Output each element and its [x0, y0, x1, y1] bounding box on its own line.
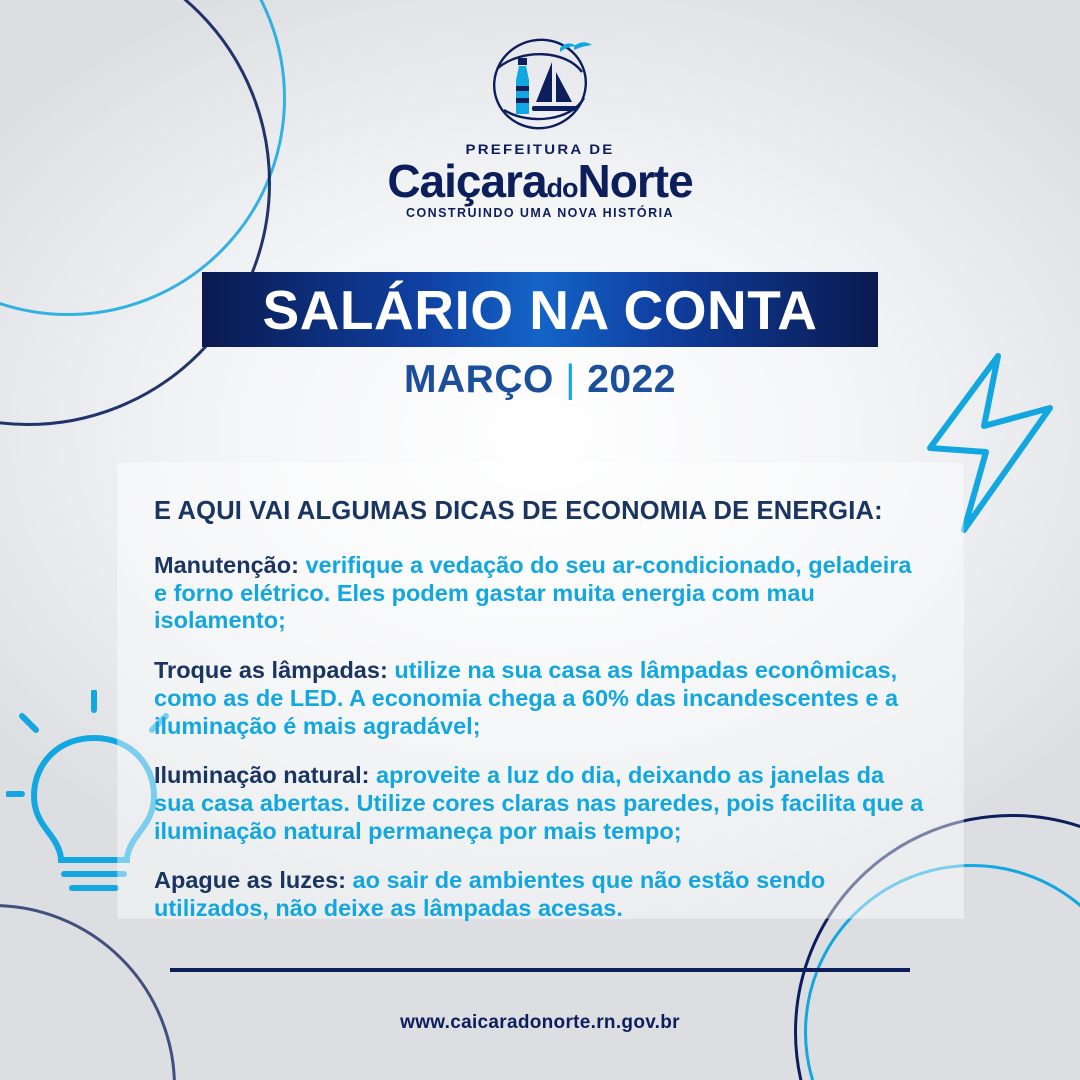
tip-label: Manutenção: [154, 552, 299, 578]
subtitle-year: 2022 [587, 358, 676, 401]
logo-city-small: do [546, 173, 578, 203]
tips-card [118, 463, 963, 922]
tip-text: aproveite a luz do dia, deixando as janelas da sua casa abertas. Utilize cores claras nas paredes, pois facilita que a iluminação natural permaneça por mais tempo; [154, 762, 924, 844]
tip-label: Troque as lâmpadas: [154, 657, 388, 684]
logo-city-end: Norte [577, 155, 693, 207]
footer-divider [170, 968, 910, 972]
tip-label: Iluminação natural: [154, 762, 370, 789]
page-title: SALÁRIO NA CONTA [262, 278, 818, 341]
tip-item [154, 867, 929, 922]
logo-prefecture-label: PREFEITURA DE [465, 141, 615, 158]
tip-item [154, 657, 929, 740]
tip-text: utilize na sua casa as lâmpadas econômicas, como as de LED. A economia chega a 60% das incandescentes e a iluminação é mais agradável; [154, 657, 899, 739]
logo-city-main: Caiçara [387, 155, 547, 207]
tip-text: ao sair de ambientes que não estão sendo utilizados, não deixe as lâmpadas acesas. [154, 867, 826, 922]
subtitle-separator: | [565, 358, 576, 401]
tip-item [154, 762, 929, 845]
decorative-circle-bottom-left-navy [0, 904, 176, 1080]
title-banner [202, 272, 878, 347]
footer-website-url[interactable]: www.caicaradonorte.rn.gov.br [400, 1012, 680, 1033]
subtitle-month: MARÇO [404, 358, 554, 401]
tip-item [154, 552, 929, 635]
tip-label: Apague as luzes: [154, 867, 346, 894]
subtitle [0, 358, 1080, 402]
tips-intro: E AQUI VAI ALGUMAS DICAS DE ECONOMIA DE ENERGIA: [154, 497, 883, 525]
city-logo [0, 28, 1080, 220]
logo-slogan: CONSTRUINDO UMA NOVA HISTÓRIA [406, 206, 674, 220]
city-emblem-icon [474, 28, 606, 146]
logo-city-name [387, 155, 693, 207]
tip-text: verifique a vedação do seu ar-condicionado, geladeira e forno elétrico. Eles podem gastar muita energia com mau isolamento; [154, 552, 912, 634]
